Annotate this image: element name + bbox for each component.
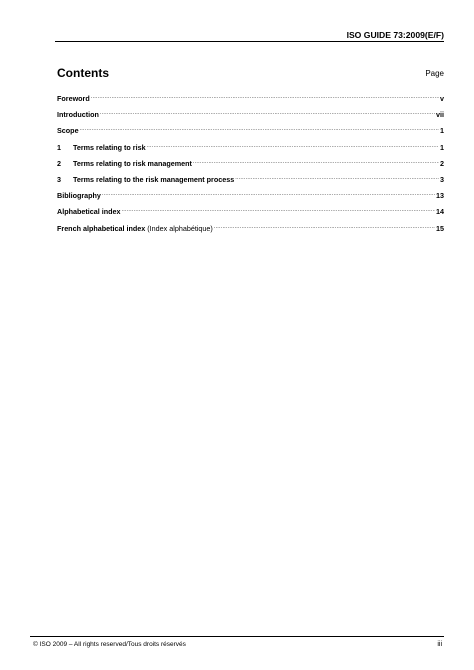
toc-entry-page[interactable]: 3 (440, 174, 444, 184)
toc-entry-title[interactable]: Terms relating to the risk management process (73, 174, 235, 184)
toc-dot-leader (122, 204, 435, 214)
toc-dot-leader (193, 156, 439, 166)
toc-entry-section-2[interactable] (57, 156, 444, 172)
toc-entry-page[interactable]: vii (436, 110, 444, 120)
toc-entry-number: 2 (57, 158, 61, 168)
toc-entry-section-3[interactable] (57, 172, 444, 188)
toc-entry-title[interactable] (57, 224, 213, 234)
page-column-label: Page (425, 69, 444, 78)
footer-copyright: © ISO 2009 – All rights reserved/Tous droits réservés (33, 641, 186, 648)
toc-dot-leader (100, 107, 435, 117)
table-of-contents (57, 91, 444, 237)
toc-entry-title[interactable]: Terms relating to risk (73, 142, 146, 152)
toc-dot-leader (102, 188, 435, 198)
toc-entry-page[interactable]: 13 (436, 191, 444, 201)
toc-dot-leader (235, 172, 439, 182)
toc-entry-page[interactable]: 1 (440, 142, 444, 152)
toc-entry-scope[interactable] (57, 123, 444, 139)
document-id: ISO GUIDE 73:2009(E/F) (346, 30, 444, 40)
toc-entry-page[interactable]: 14 (436, 207, 444, 217)
toc-entry-page[interactable]: 2 (440, 158, 444, 168)
toc-dot-leader (91, 91, 439, 101)
toc-entry-number: 3 (57, 174, 61, 184)
toc-dot-leader (80, 123, 439, 133)
toc-entry-page[interactable]: 15 (436, 223, 444, 233)
toc-entry-alphabetical-index[interactable] (57, 204, 444, 220)
header-rule (55, 41, 444, 42)
footer-rule (30, 636, 444, 637)
toc-entry-page[interactable]: 1 (440, 126, 444, 136)
toc-entry-foreword[interactable] (57, 91, 444, 107)
toc-entry-section-1[interactable] (57, 140, 444, 156)
toc-entry-french-index[interactable] (57, 221, 444, 237)
toc-entry-introduction[interactable] (57, 107, 444, 123)
toc-dot-leader (214, 221, 435, 231)
contents-heading: Contents (57, 66, 109, 80)
toc-entry-title[interactable]: Terms relating to risk management (73, 158, 192, 168)
toc-entry-title[interactable]: Bibliography (57, 191, 101, 201)
toc-entry-title[interactable]: Foreword (57, 94, 90, 103)
toc-entry-number: 1 (57, 142, 61, 152)
toc-entry-title[interactable]: Introduction (57, 110, 99, 120)
toc-entry-title[interactable]: Scope (57, 126, 79, 136)
toc-entry-title-main[interactable]: French alphabetical index (57, 223, 146, 233)
toc-entry-title[interactable]: Alphabetical index (57, 207, 121, 217)
toc-dot-leader (147, 140, 439, 150)
document-header (55, 29, 444, 41)
toc-entry-title-extra[interactable]: (Index alphabétique) (145, 223, 213, 233)
toc-entry-page[interactable]: v (440, 94, 444, 103)
footer-page-number: iii (437, 641, 442, 648)
toc-entry-bibliography[interactable] (57, 188, 444, 204)
